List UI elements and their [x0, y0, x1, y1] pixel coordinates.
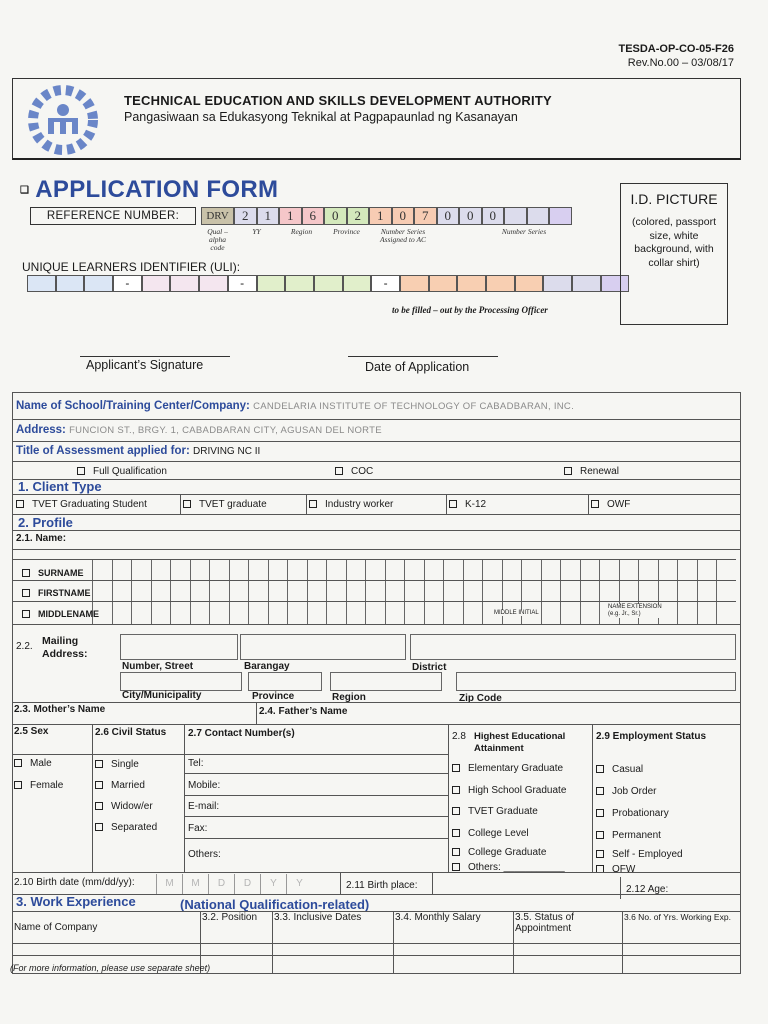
zip-code-input[interactable] — [456, 672, 736, 691]
contact-field-label: Tel: — [188, 758, 204, 769]
reference-cell[interactable]: 1 — [257, 207, 280, 225]
reference-cell[interactable]: 0 — [482, 207, 505, 225]
option-renewal[interactable] — [564, 466, 619, 477]
employment-option[interactable] — [596, 786, 656, 797]
checkbox-icon[interactable] — [449, 500, 457, 508]
grid-column — [326, 559, 346, 625]
work-experience-heading: 3. Work Experience — [16, 894, 136, 909]
id-picture-title: I.D. PICTURE — [630, 191, 718, 207]
work-column-header: 3.6 No. of Yrs. Working Exp. — [624, 912, 731, 922]
birthdate-label: 2.10 Birth date (mm/dd/yy): — [14, 877, 135, 888]
contact-field-label: Mobile: — [188, 780, 221, 791]
checkbox-icon[interactable] — [95, 781, 103, 789]
checkbox-icon[interactable] — [22, 589, 30, 597]
contact-input-line[interactable] — [184, 816, 448, 817]
address-row — [16, 424, 382, 436]
age-label: 2.12 Age: — [626, 884, 669, 895]
district-label: District — [412, 662, 447, 673]
birthdate-cell[interactable]: M — [156, 874, 182, 894]
grid-column — [580, 559, 600, 625]
civil-status-option[interactable] — [95, 780, 145, 791]
rule — [12, 559, 736, 560]
checkbox-icon[interactable] — [452, 764, 460, 772]
reference-cell[interactable] — [504, 207, 527, 225]
grid-column — [229, 559, 249, 625]
checkbox-icon[interactable] — [596, 765, 604, 773]
work-column-header: 3.3. Inclusive Dates — [274, 912, 362, 923]
caption-qual: Qual – alpha code — [207, 227, 228, 252]
civil-status-label: 2.6 Civil Status — [95, 727, 167, 738]
revision-number: Rev.No.00 – 03/08/17 — [627, 57, 734, 69]
client-type-option[interactable] — [183, 499, 267, 510]
reference-cell[interactable]: 6 — [302, 207, 325, 225]
number-street-label: Number, Street — [122, 661, 194, 672]
birthplace-label: 2.11 Birth place: — [346, 880, 418, 891]
option-label: OFW — [612, 864, 636, 875]
reference-cell[interactable]: 2 — [234, 207, 257, 225]
father-name-label: 2.4. Father’s Name — [259, 706, 348, 717]
option-label: K-12 — [465, 499, 487, 510]
rule — [306, 494, 307, 514]
rule — [393, 911, 394, 973]
rule — [588, 494, 589, 514]
grid-column — [716, 559, 736, 625]
id-picture-description: (colored, passport size, white background, with collar shirt) — [631, 216, 717, 269]
uli-cell[interactable] — [257, 275, 286, 292]
grid-column — [248, 559, 268, 625]
grid-column — [385, 559, 405, 625]
district-input[interactable] — [410, 634, 736, 660]
client-type-option[interactable] — [16, 499, 147, 510]
uli-cell[interactable] — [84, 275, 113, 292]
rule — [12, 514, 741, 515]
checkbox-icon[interactable] — [22, 610, 30, 618]
uli-cell[interactable] — [27, 275, 56, 292]
rule — [513, 911, 514, 973]
option-label: Others: ___________ — [468, 862, 565, 873]
checkbox-icon[interactable] — [591, 500, 599, 508]
middlename-label: MIDDLENAME — [38, 609, 99, 619]
rule — [12, 461, 741, 462]
zip-code-label: Zip Code — [459, 693, 502, 704]
checkbox-icon[interactable] — [452, 786, 460, 794]
grid-column — [560, 559, 580, 625]
option-label: Permanent — [612, 830, 661, 841]
reference-cell[interactable]: 0 — [437, 207, 460, 225]
rule — [12, 530, 741, 531]
school-name-row — [16, 400, 574, 412]
address-label: Address: — [16, 424, 66, 436]
caption-assigned-series: Number Series Assigned to AC — [379, 227, 427, 244]
rule — [12, 419, 741, 420]
checkbox-icon[interactable] — [596, 787, 604, 795]
contact-field-label: E-mail: — [188, 801, 220, 812]
option-label: OWF — [607, 499, 631, 510]
reference-cell[interactable] — [549, 207, 572, 225]
option-label: Separated — [111, 822, 158, 833]
caption-province: Province — [333, 227, 360, 236]
separate-sheet-note: (For more information, please use separate sheet) — [10, 963, 211, 973]
civil-status-option[interactable] — [95, 801, 153, 812]
rule — [12, 754, 448, 755]
rule — [12, 549, 741, 550]
grid-column — [112, 559, 132, 625]
mailing-number: 2.2. — [16, 641, 33, 652]
rule — [12, 702, 741, 703]
surname-label: SURNAME — [38, 568, 84, 578]
grid-column — [287, 559, 307, 625]
rule — [622, 911, 623, 973]
option-label: College Level — [468, 828, 529, 839]
checkbox-icon[interactable] — [596, 831, 604, 839]
reference-cell[interactable] — [527, 207, 550, 225]
option-label: Probationary — [612, 808, 669, 819]
grid-column — [677, 559, 697, 625]
education-option[interactable] — [452, 847, 546, 858]
rule — [12, 580, 736, 581]
grid-column — [190, 559, 210, 625]
checkbox-icon[interactable] — [596, 809, 604, 817]
city-label: City/Municipality — [122, 690, 202, 701]
applicant-signature-line[interactable] — [80, 356, 230, 357]
option-label: Female — [30, 780, 64, 791]
region-label: Region — [332, 692, 366, 703]
employment-option[interactable] — [596, 864, 635, 875]
rule — [12, 943, 741, 944]
checkbox-icon[interactable] — [452, 829, 460, 837]
sex-option[interactable] — [14, 758, 52, 769]
uli-cell[interactable]: - — [228, 275, 257, 292]
mailing-address-label: Mailing Address: — [42, 635, 88, 660]
form-title-text: APPLICATION FORM — [35, 176, 279, 203]
reference-cell[interactable]: 0 — [324, 207, 347, 225]
option-label: COC — [351, 466, 374, 477]
grid-column — [268, 559, 288, 625]
grid-column — [463, 559, 483, 625]
option-label: Married — [111, 780, 145, 791]
uli-cell[interactable] — [515, 275, 544, 292]
option-label: High School Graduate — [468, 785, 567, 796]
rule — [340, 872, 341, 894]
employment-label: 2.9 Employment Status — [596, 731, 707, 742]
reference-number-cells — [201, 207, 572, 225]
agency-name — [124, 93, 552, 124]
address-value[interactable]: FUNCION ST., BRGY. 1, CABADBARAN CITY, AGUSAN DEL NORTE — [69, 425, 382, 436]
id-picture-box — [620, 183, 728, 325]
name-extension-label: NAME EXTENSION (e.g. Jr., Sr.) — [606, 604, 664, 618]
city-input[interactable] — [120, 672, 242, 691]
uli-cell[interactable] — [543, 275, 572, 292]
name-label: 2.1. Name: — [16, 533, 67, 544]
uli-cell[interactable] — [572, 275, 601, 292]
uli-cell[interactable] — [429, 275, 458, 292]
reference-cell[interactable]: 1 — [279, 207, 302, 225]
rule — [446, 494, 447, 514]
reference-number-label: REFERENCE NUMBER: — [30, 207, 196, 225]
work-column-header: 3.4. Monthly Salary — [395, 912, 481, 923]
civil-status-option[interactable] — [95, 759, 139, 770]
rule — [12, 494, 741, 495]
employment-option[interactable] — [596, 830, 661, 841]
firstname-field[interactable] — [22, 588, 91, 598]
rule — [12, 973, 741, 974]
barangay-label: Barangay — [244, 661, 290, 672]
uli-cell[interactable] — [170, 275, 199, 292]
reference-cell[interactable]: 1 — [369, 207, 392, 225]
checkbox-icon[interactable] — [309, 500, 317, 508]
uli-cell[interactable] — [400, 275, 429, 292]
option-label: Industry worker — [325, 499, 394, 510]
application-date-line[interactable] — [348, 356, 498, 357]
checkbox-icon[interactable] — [452, 807, 460, 815]
reference-cell[interactable]: 0 — [459, 207, 482, 225]
grid-column — [307, 559, 327, 625]
uli-cells — [27, 275, 629, 292]
client-type-option[interactable] — [309, 499, 393, 510]
birthdate-cell[interactable]: Y — [286, 874, 312, 894]
reference-cell[interactable]: 0 — [392, 207, 415, 225]
checkbox-icon[interactable] — [16, 500, 24, 508]
uli-cell[interactable] — [486, 275, 515, 292]
rule — [184, 724, 185, 872]
grid-column — [346, 559, 366, 625]
education-number: 2.8 — [452, 731, 466, 742]
option-label: Single — [111, 759, 139, 770]
assessment-row — [16, 445, 260, 457]
employment-option[interactable] — [596, 808, 669, 819]
barangay-input[interactable] — [240, 634, 406, 660]
grid-column — [404, 559, 424, 625]
uli-cell[interactable] — [343, 275, 372, 292]
checkbox-icon[interactable] — [14, 759, 22, 767]
grid-column — [443, 559, 463, 625]
checkbox-icon[interactable] — [452, 848, 460, 856]
caption-region: Region — [290, 227, 313, 236]
agency-name-english: TECHNICAL EDUCATION AND SKILLS DEVELOPMENT AUTHORITY — [124, 93, 552, 108]
employment-option[interactable] — [596, 764, 643, 775]
checkbox-icon[interactable] — [183, 500, 191, 508]
option-label: Widow/er — [111, 801, 153, 812]
option-label: College Graduate — [468, 847, 547, 858]
processing-officer-note: to be filled – out by the Processing Officer — [392, 305, 548, 315]
rule — [448, 724, 449, 872]
mother-name-label: 2.3. Mother’s Name — [14, 704, 106, 715]
education-option[interactable] — [452, 763, 563, 774]
rule — [12, 624, 741, 625]
uli-cell[interactable] — [142, 275, 171, 292]
education-option[interactable] — [452, 828, 529, 839]
applicant-signature-label: Applicant’s Signature — [86, 358, 204, 372]
province-label: Province — [252, 691, 295, 702]
uli-cell[interactable]: - — [371, 275, 400, 292]
option-label: Elementary Graduate — [468, 763, 564, 774]
work-column-header: 3.2. Position — [202, 912, 258, 923]
checkbox-icon[interactable] — [77, 467, 85, 475]
rule — [92, 724, 93, 872]
checkbox-icon[interactable] — [452, 863, 460, 871]
caption-yy: YY — [252, 227, 261, 236]
sex-option[interactable] — [14, 780, 63, 791]
birthdate-cell[interactable]: Y — [260, 874, 286, 894]
option-label: TVET graduate — [199, 499, 267, 510]
option-label: TVET Graduating Student — [32, 499, 147, 510]
form-code-number: TESDA-OP-CO-05-F26 — [618, 43, 734, 55]
grid-column — [697, 559, 717, 625]
birthdate-cell[interactable]: M — [182, 874, 208, 894]
form-code — [618, 42, 734, 70]
grid-column — [151, 559, 171, 625]
number-street-input[interactable] — [120, 634, 238, 660]
option-label: Job Order — [612, 786, 657, 797]
option-full-qualification[interactable] — [77, 466, 167, 477]
assessment-value[interactable]: DRIVING NC II — [193, 446, 261, 457]
checkbox-icon[interactable] — [95, 802, 103, 810]
employment-option[interactable] — [596, 849, 683, 860]
rule — [12, 724, 741, 725]
region-input[interactable] — [330, 672, 442, 691]
client-type-option[interactable] — [591, 499, 630, 510]
client-type-option[interactable] — [449, 499, 486, 510]
middlename-field[interactable] — [22, 609, 99, 619]
option-label: Renewal — [580, 466, 619, 477]
rule — [12, 872, 741, 873]
caption-number-series: Number Series — [501, 227, 547, 236]
uli-cell[interactable] — [457, 275, 486, 292]
title-checkbox-icon: ❑ — [20, 185, 30, 197]
uli-cell[interactable] — [199, 275, 228, 292]
civil-status-option[interactable] — [95, 822, 157, 833]
tesda-logo-icon — [22, 80, 104, 160]
checkbox-icon[interactable] — [95, 823, 103, 831]
grid-column — [170, 559, 190, 625]
option-label: TVET Graduate — [468, 806, 538, 817]
uli-cell[interactable]: - — [113, 275, 142, 292]
grid-column — [365, 559, 385, 625]
assessment-label: Title of Assessment applied for: — [16, 445, 190, 457]
uli-cell[interactable] — [314, 275, 343, 292]
rule — [620, 877, 621, 899]
grid-column — [541, 559, 561, 625]
option-coc[interactable] — [335, 466, 373, 477]
rule — [12, 392, 741, 393]
education-option[interactable] — [452, 785, 566, 796]
rule — [12, 955, 741, 956]
work-experience-subheading: (National Qualification-related) — [180, 897, 370, 912]
sex-label: 2.5 Sex — [14, 726, 49, 737]
surname-field[interactable] — [22, 568, 84, 578]
option-label: Male — [30, 758, 52, 769]
checkbox-icon[interactable] — [596, 850, 604, 858]
rule — [432, 872, 433, 894]
school-name-label: Name of School/Training Center/Company: — [16, 400, 250, 412]
agency-name-filipino: Pangasiwaan sa Edukasyong Teknikal at Pagpapaunlad ng Kasanayan — [124, 110, 518, 124]
middle-initial-label: MIDDLE INITIAL — [494, 610, 539, 616]
work-column-header: 3.5. Status of Appointment — [515, 912, 574, 934]
birthdate-cell[interactable]: D — [234, 874, 260, 894]
reference-cell[interactable]: DRV — [201, 207, 234, 225]
contact-field-label: Fax: — [188, 823, 208, 834]
contact-label: 2.7 Contact Number(s) — [188, 728, 295, 739]
rule — [256, 702, 257, 724]
rule — [272, 911, 273, 973]
contact-input-line[interactable] — [184, 773, 448, 774]
firstname-label: FIRSTNAME — [38, 588, 91, 598]
rule — [592, 724, 593, 872]
uli-cell[interactable] — [285, 275, 314, 292]
uli-cell[interactable] — [56, 275, 85, 292]
option-label: Self - Employed — [612, 849, 683, 860]
checkbox-icon[interactable] — [14, 781, 22, 789]
rule — [12, 441, 741, 442]
checkbox-icon[interactable] — [335, 467, 343, 475]
education-option[interactable] — [452, 806, 538, 817]
birthdate-cell[interactable]: D — [208, 874, 234, 894]
grid-column — [131, 559, 151, 625]
school-name-value[interactable]: CANDELARIA INSTITUTE OF TECHNOLOGY OF CABADBARAN, INC. — [253, 401, 575, 412]
option-label: Casual — [612, 764, 644, 775]
option-label: Full Qualification — [93, 466, 167, 477]
province-input[interactable] — [248, 672, 322, 691]
reference-cell[interactable]: 2 — [347, 207, 370, 225]
contact-input-line[interactable] — [184, 795, 448, 796]
checkbox-icon[interactable] — [95, 760, 103, 768]
checkbox-icon[interactable] — [564, 467, 572, 475]
profile-heading: 2. Profile — [18, 515, 73, 530]
form-title — [20, 176, 278, 204]
uli-label: UNIQUE LEARNERS IDENTIFIER (ULI): — [22, 260, 241, 274]
application-date-label: Date of Application — [365, 360, 470, 374]
contact-field-label: Others: — [188, 849, 221, 860]
education-label: Highest Educational Attainment — [474, 731, 566, 754]
rule — [180, 494, 181, 514]
work-column-header: Name of Company — [14, 922, 98, 933]
rule — [12, 479, 741, 480]
client-type-heading: 1. Client Type — [18, 479, 102, 494]
rule — [12, 601, 736, 602]
grid-column — [424, 559, 444, 625]
contact-input-line[interactable] — [184, 838, 448, 839]
reference-cell[interactable]: 7 — [414, 207, 437, 225]
checkbox-icon[interactable] — [22, 569, 30, 577]
grid-column — [209, 559, 229, 625]
